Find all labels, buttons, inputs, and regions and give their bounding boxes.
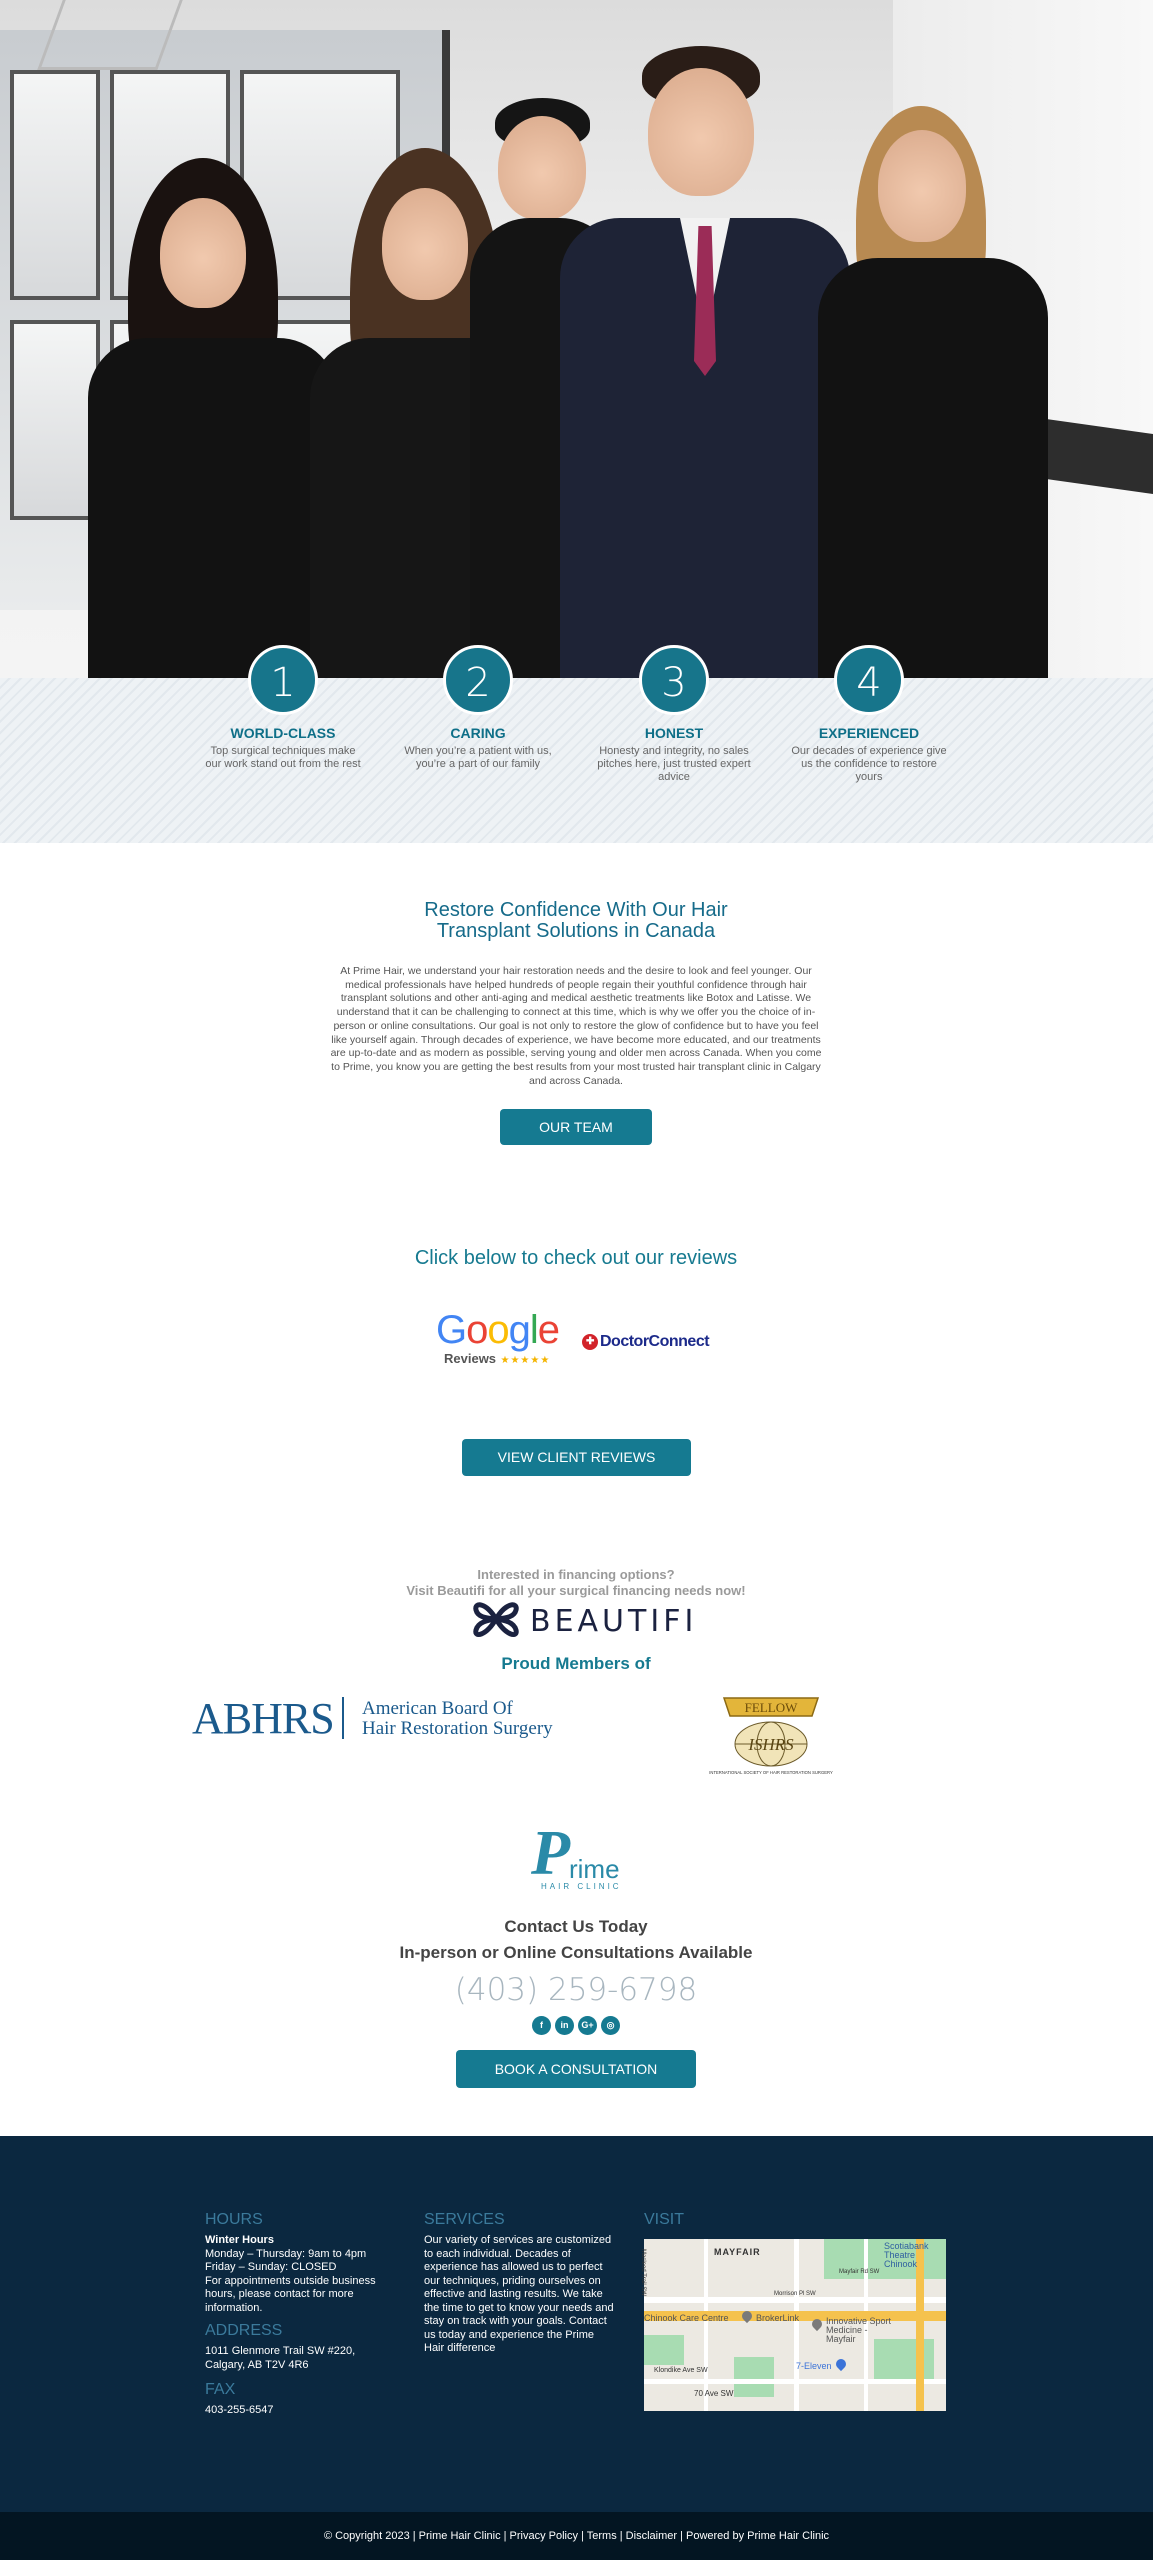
our-team-button[interactable]: OUR TEAM — [500, 1109, 652, 1145]
hours-line: Friday – Sunday: CLOSED — [205, 2261, 337, 2273]
ishrs-badge-icon — [709, 1694, 833, 1782]
svg-text:INTERNATIONAL SOCIETY OF HAIR: INTERNATIONAL SOCIETY OF HAIR RESTORATION SURGERY — [709, 1770, 833, 1775]
abhrs-logo[interactable] — [192, 1693, 572, 1745]
services-description: Our variety of services are customized to each individual. Decades of experience has allowed us to perfect our techniques, priding ourselves on effective and lasting results. We take the time to get to know your needs and stay on track with your goals. Contact us today and experience the Prime Hair difference — [424, 2234, 614, 2354]
google-plus-icon[interactable]: G+ — [578, 2016, 597, 2035]
hours-note: For appointments outside business hours, please contact for more information. — [205, 2274, 376, 2314]
footer-services-column — [424, 2210, 614, 2356]
features-strip — [0, 678, 1153, 843]
abhrs-name: American Board Of Hair Restoration Surgery — [362, 1698, 553, 1739]
feature-title: CARING — [450, 725, 506, 741]
feature-title: HONEST — [644, 725, 704, 741]
contact-heading: Contact Us Today — [504, 1917, 648, 1936]
logo-initial: P — [531, 1817, 571, 1888]
hours-line: Monday – Thursday: 9am to 4pm — [205, 2247, 367, 2260]
team-member-photo — [560, 46, 850, 678]
hours-heading: HOURS — [205, 2211, 263, 2228]
feature-experienced — [789, 645, 949, 784]
logo-subtitle: HAIR CLINIC — [541, 1882, 622, 1891]
logo-wordmark: rime — [569, 1854, 620, 1884]
google-letter: l — [529, 1308, 538, 1352]
copyright-bar: © Copyright 2023 | Prime Hair Clinic | Privacy Policy | Terms | Disclaimer | Powered by Prime Hair Clinic — [0, 2512, 1153, 2560]
facebook-icon[interactable]: f — [532, 2016, 551, 2035]
financing-question: Interested in financing options? — [477, 1567, 675, 1582]
feature-title: EXPERIENCED — [818, 725, 920, 741]
address-line: 1011 Glenmore Trail SW #220, — [205, 2345, 356, 2357]
location-map[interactable]: MAYFAIR Scotiabank Theatre Chinook Chinook Care Centre BrokerLink Innovative Sport Medicine - Mayfair 7-Eleven Klondike Ave SW 70 Ave SW Macleod Trail SW Mayfair Rd SW Morrison Pl SW — [644, 2239, 946, 2411]
feature-honest — [594, 645, 754, 784]
feature-caring — [398, 645, 558, 771]
team-member-photo — [88, 158, 338, 678]
visit-heading: VISIT — [644, 2211, 685, 2228]
google-reviews-label: Reviews — [444, 1351, 497, 1366]
svg-text:FELLOW: FELLOW — [744, 1700, 798, 1715]
beautifi-logo[interactable] — [472, 1598, 698, 1640]
ishrs-fellow-badge[interactable] — [709, 1694, 833, 1782]
team-member-photo — [818, 106, 1048, 678]
feature-description: Top surgical techniques make our work stand out from the rest — [205, 745, 361, 770]
google-letter: o — [487, 1308, 509, 1352]
book-consultation-button[interactable]: BOOK A CONSULTATION — [456, 2050, 696, 2088]
reviews-heading: Click below to check out our reviews — [414, 1247, 738, 1269]
feature-description: Our decades of experience give us the confidence to restore yours — [791, 745, 947, 783]
google-letter: o — [466, 1308, 488, 1352]
map-pin-icon — [834, 2357, 848, 2371]
google-wordmark — [436, 1310, 571, 1350]
services-heading: SERVICES — [424, 2211, 505, 2228]
google-letter: G — [436, 1308, 467, 1352]
address-heading: ADDRESS — [205, 2322, 283, 2339]
financing-cta: Visit Beautifi for all your surgical financing needs now! — [406, 1583, 746, 1598]
google-letter: e — [537, 1308, 560, 1352]
feature-description: When you’re a patient with us, you’re a part of our family — [404, 745, 552, 770]
google-letter: g — [508, 1308, 530, 1352]
intro-heading: Restore Confidence With Our Hair Transplant Solutions in Canada — [424, 899, 728, 942]
footer-hours-column — [205, 2210, 395, 2418]
rating-stars-icon: ★★★★★ — [500, 1355, 551, 1366]
phone-number-link[interactable]: (403) 259-6798 — [454, 1972, 698, 2008]
doctorconnect-icon: ✚ — [582, 1334, 598, 1350]
feature-description: Honesty and integrity, no sales pitches here, just trusted expert advice — [597, 745, 751, 783]
butterfly-icon — [472, 1598, 520, 1640]
intro-paragraph: At Prime Hair, we understand your hair restoration needs and the desire to look and feel younger. Our medical professionals have helped hundreds of people regain their youthful confidence through hair transplant solutions and other anti-aging and medical aesthetic treatments like Botox and Latisse. We understand that it can be challenging to connect at this time, which is why we offer you the choice of in-person or online consultations. Our goal is not only to restore the glow of confidence but to have you feel like yourself again. Through decades of experience, we have become more educated, and our treatments are up-to-date and as modern as possible, serving young and older men across Canada. When you come to Prime, you know you are getting the best results from your most trusted hair transplant clinic in Calgary and across Canada. — [330, 965, 822, 1087]
address-line: Calgary, AB T2V 4R6 — [205, 2358, 309, 2371]
view-client-reviews-button[interactable]: VIEW CLIENT REVIEWS — [462, 1439, 691, 1476]
doctorconnect-logo[interactable] — [582, 1333, 714, 1355]
feature-title: WORLD-CLASS — [230, 725, 336, 741]
members-heading: Proud Members of — [501, 1654, 651, 1673]
feature-number-badge: 1 — [248, 645, 318, 715]
svg-text:ISHRS: ISHRS — [748, 1735, 794, 1754]
feature-number-badge: 3 — [639, 645, 709, 715]
doctorconnect-label: DoctorConnect — [600, 1333, 710, 1350]
beautifi-wordmark: BEAUTIFI — [530, 1604, 698, 1639]
winter-hours-label: Winter Hours — [205, 2234, 274, 2246]
instagram-icon[interactable]: ◎ — [601, 2016, 620, 2035]
footer-visit-column — [644, 2210, 844, 2234]
feature-number-badge: 2 — [443, 645, 513, 715]
linkedin-icon[interactable]: in — [555, 2016, 574, 2035]
abhrs-abbreviation: ABHRS — [192, 1694, 334, 1743]
feature-number-badge: 4 — [834, 645, 904, 715]
fax-number: 403-255-6547 — [205, 2404, 274, 2416]
hero-team-photo — [0, 0, 1153, 678]
contact-subheading: In-person or Online Consultations Available — [399, 1943, 753, 1962]
google-reviews-logo[interactable] — [436, 1310, 571, 1372]
prime-hair-clinic-logo[interactable] — [523, 1817, 633, 1891]
fax-heading: FAX — [205, 2381, 236, 2398]
social-links — [532, 2016, 622, 2036]
feature-world-class — [203, 645, 363, 771]
